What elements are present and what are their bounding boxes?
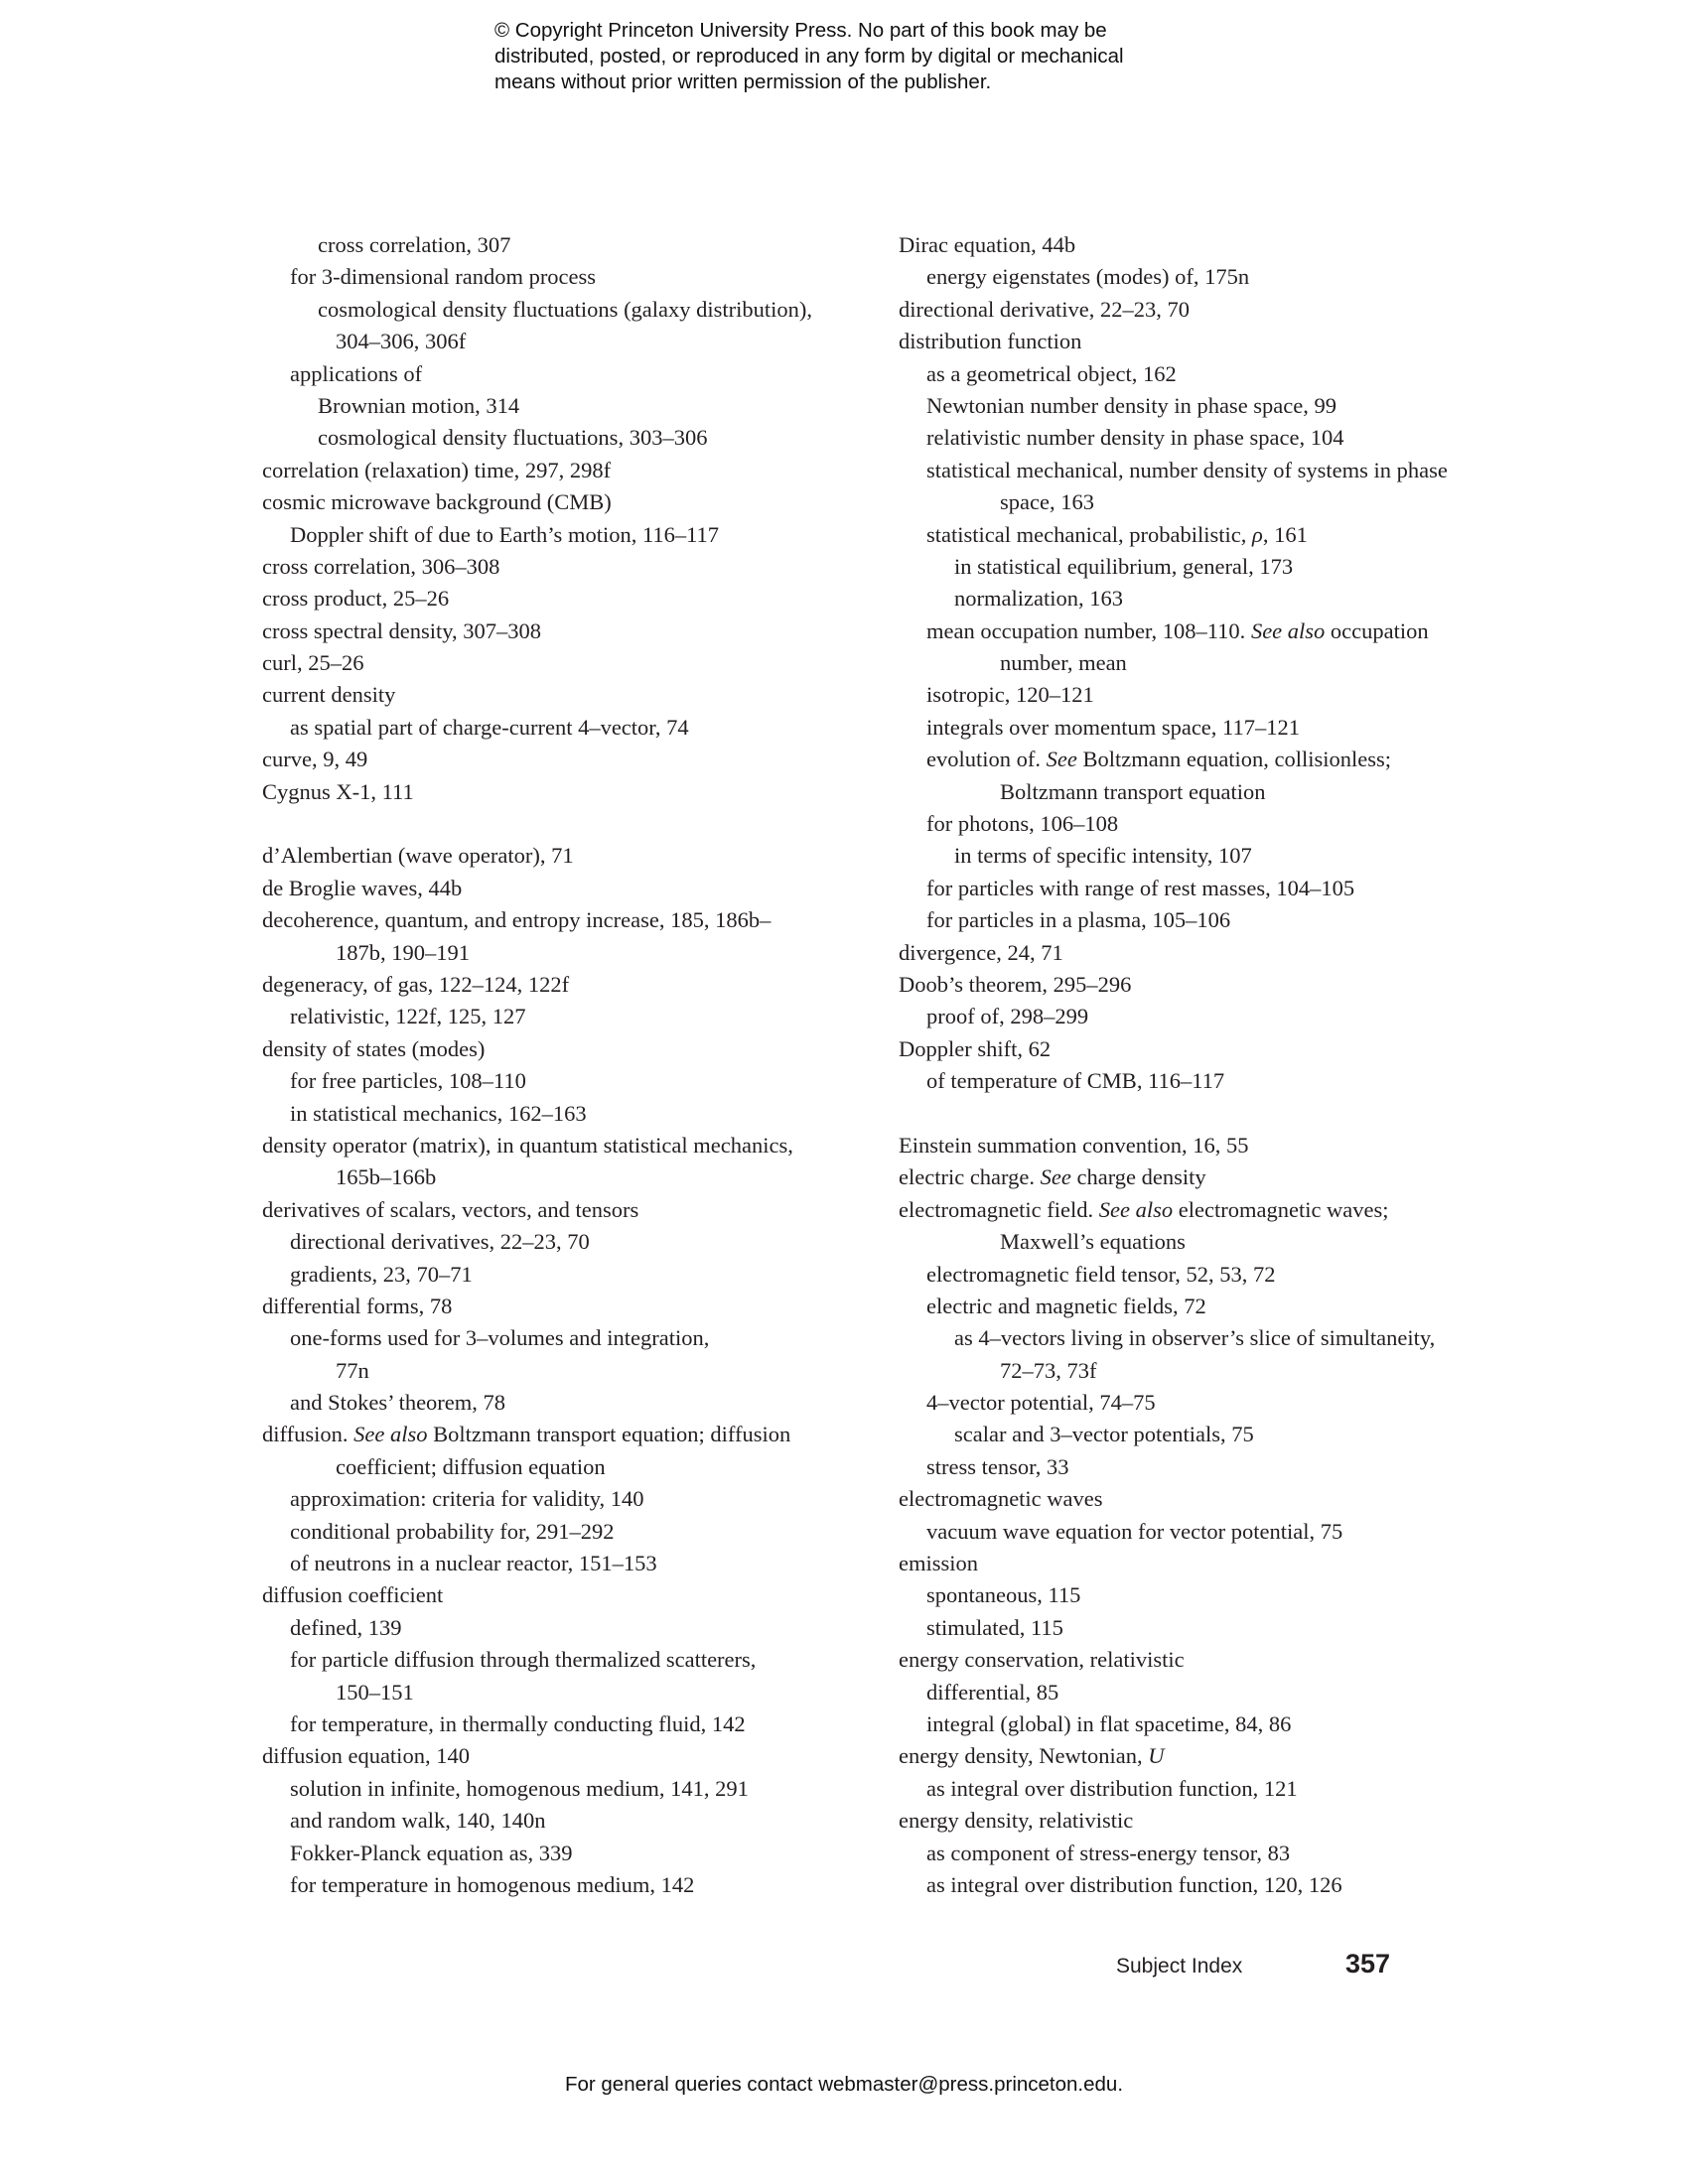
index-subentry	[262, 1001, 878, 1032]
entry-text: energy density, relativistic	[899, 1808, 1134, 1834]
entry-text: de Broglie waves, 44b	[262, 875, 463, 900]
index-subentry	[899, 1579, 1514, 1611]
entry-text: and Stokes’ theorem, 78	[290, 1390, 506, 1416]
index-entry	[262, 1419, 878, 1450]
index-entry	[262, 873, 878, 904]
entry-text: 4–vector potential, 74–75	[926, 1390, 1156, 1416]
index-entry	[262, 744, 878, 775]
entry-text: as component of stress-energy tensor, 83	[926, 1840, 1291, 1865]
entry-text: cosmological density fluctuations (galaxy distribution),	[318, 296, 813, 322]
entry-text: Boltzmann transport equation	[1000, 778, 1266, 804]
entry-text: scalar and 3–vector potentials, 75	[954, 1422, 1254, 1447]
entry-text: in statistical mechanics, 162–163	[290, 1100, 587, 1126]
index-subentry	[262, 1838, 878, 1869]
index-subentry	[262, 1869, 878, 1901]
index-entry	[899, 1130, 1514, 1161]
entry-text: Brownian motion, 314	[318, 392, 520, 418]
index-subentry	[899, 1419, 1514, 1450]
entry-text: as a geometrical object, 162	[926, 360, 1177, 386]
letter-group-gap	[262, 808, 878, 840]
index-subentry	[899, 1869, 1514, 1901]
index-subentry	[899, 1291, 1514, 1322]
index-entry	[899, 969, 1514, 1001]
index-entry	[262, 1194, 878, 1226]
entry-italic: See	[1040, 1164, 1071, 1190]
index-subentry	[899, 744, 1514, 775]
index-subentry	[899, 551, 1514, 583]
entry-text: proof of, 298–299	[926, 1004, 1089, 1029]
entry-text-rest: , 161	[1262, 521, 1308, 547]
entry-text: gradients, 23, 70–71	[290, 1261, 473, 1287]
page-number: 357	[1345, 1949, 1391, 1979]
entry-text: for temperature, in thermally conducting fluid, 142	[290, 1710, 746, 1736]
entry-text: cross product, 25–26	[262, 586, 450, 612]
entry-text: and random walk, 140, 140n	[290, 1808, 546, 1834]
entry-text: space, 163	[1000, 489, 1094, 515]
entry-text: as integral over distribution function, 121	[926, 1775, 1298, 1801]
entry-text: diffusion equation, 140	[262, 1743, 470, 1769]
entry-text-rest: charge density	[1070, 1164, 1206, 1190]
index-subentry	[262, 390, 878, 422]
entry-text: integral (global) in flat spacetime, 84, 86	[926, 1710, 1292, 1736]
index-entry	[899, 1033, 1514, 1065]
index-entry	[262, 1740, 878, 1772]
entry-text: density of states (modes)	[262, 1035, 486, 1061]
entry-text: relativistic number density in phase space, 104	[926, 425, 1344, 451]
index-entry	[899, 1740, 1514, 1772]
entry-italic: U	[1148, 1743, 1165, 1769]
entry-text: vacuum wave equation for vector potential, 75	[926, 1518, 1343, 1544]
index-entry	[262, 1130, 878, 1161]
entry-text: stress tensor, 33	[926, 1453, 1069, 1479]
index-subentry	[262, 326, 878, 357]
entry-text: normalization, 163	[954, 586, 1123, 612]
entry-text: differential forms, 78	[262, 1293, 453, 1318]
index-entry	[899, 326, 1514, 357]
index-subentry	[262, 1773, 878, 1805]
index-subentry	[262, 294, 878, 326]
index-subentry	[899, 1516, 1514, 1548]
index-subentry	[899, 1838, 1514, 1869]
index-subentry	[899, 583, 1514, 614]
entry-text: solution in infinite, homogenous medium, 141, 291	[290, 1775, 749, 1801]
index-subentry	[262, 1322, 878, 1354]
index-subentry	[262, 1708, 878, 1740]
entry-text: integrals over momentum space, 117–121	[926, 714, 1300, 740]
entry-text: Doob’s theorem, 295–296	[899, 971, 1132, 997]
index-subentry	[899, 1322, 1514, 1354]
index-subentry	[262, 1612, 878, 1644]
entry-text: degeneracy, of gas, 122–124, 122f	[262, 971, 570, 997]
entry-text: curl, 25–26	[262, 650, 364, 676]
entry-text: mean occupation number, 108–110.	[926, 617, 1251, 643]
index-subentry	[899, 1065, 1514, 1097]
index-entry	[262, 583, 878, 614]
entry-text: Cygnus X-1, 111	[262, 778, 414, 804]
index-subentry	[899, 615, 1514, 647]
entry-text: isotropic, 120–121	[926, 682, 1094, 708]
index-subentry	[899, 390, 1514, 422]
entry-text: 304–306, 306f	[336, 329, 467, 354]
entry-text: 72–73, 73f	[1000, 1357, 1097, 1383]
index-subentry	[262, 1226, 878, 1258]
entry-text: cross correlation, 306–308	[262, 553, 500, 579]
entry-italic: See also	[353, 1422, 428, 1447]
index-entry	[262, 679, 878, 711]
index-subentry	[899, 1226, 1514, 1258]
index-entry	[899, 1805, 1514, 1837]
index-entry	[899, 229, 1514, 261]
contact-notice: For general queries contact webmaster@press.princeton.edu.	[564, 2073, 1124, 2096]
entry-text: directional derivatives, 22–23, 70	[290, 1229, 590, 1255]
entry-text: as 4–vectors living in observer’s slice of simultaneity,	[954, 1325, 1436, 1351]
entry-text: energy eigenstates (modes) of, 175n	[926, 264, 1250, 290]
entry-text: electromagnetic field tensor, 52, 53, 72	[926, 1261, 1276, 1287]
entry-text: as spatial part of charge-current 4–vector, 74	[290, 714, 689, 740]
index-subentry	[899, 1387, 1514, 1419]
entry-text: 187b, 190–191	[336, 939, 470, 965]
entry-text: cross spectral density, 307–308	[262, 617, 541, 643]
copyright-line: © Copyright Princeton University Press. No part of this book may be	[494, 19, 1107, 42]
index-subentry	[899, 486, 1514, 518]
entry-text: diffusion coefficient	[262, 1582, 444, 1608]
index-entry	[899, 294, 1514, 326]
entry-text: cross correlation, 307	[318, 232, 511, 257]
index-entry	[262, 551, 878, 583]
entry-text: conditional probability for, 291–292	[290, 1518, 615, 1544]
entry-text: cosmological density fluctuations, 303–306	[318, 425, 708, 451]
index-entry	[262, 969, 878, 1001]
index-subentry	[899, 873, 1514, 904]
index-entry	[899, 1548, 1514, 1579]
entry-text: emission	[899, 1551, 979, 1576]
index-subentry	[262, 1098, 878, 1130]
index-entry	[262, 840, 878, 872]
entry-text: for temperature in homogenous medium, 142	[290, 1871, 695, 1897]
entry-text: energy conservation, relativistic	[899, 1647, 1185, 1673]
entry-text: applications of	[290, 360, 423, 386]
running-footer-section: Subject Index	[1116, 1955, 1243, 1978]
entry-text: Doppler shift, 62	[899, 1035, 1052, 1061]
index-subentry	[899, 712, 1514, 744]
copyright-line: distributed, posted, or reproduced in any form by digital or mechanical	[494, 45, 1124, 68]
index-entry	[899, 1483, 1514, 1515]
entry-text: of temperature of CMB, 116–117	[926, 1068, 1225, 1094]
entry-text: cosmic microwave background (CMB)	[262, 489, 612, 515]
entry-text: electromagnetic field.	[899, 1196, 1099, 1222]
entry-text: stimulated, 115	[926, 1614, 1063, 1640]
index-subentry	[899, 1259, 1514, 1291]
index-subentry	[262, 712, 878, 744]
entry-text: electric charge.	[899, 1164, 1041, 1190]
entry-text: correlation (relaxation) time, 297, 298f	[262, 457, 612, 482]
index-entry	[899, 937, 1514, 969]
entry-text: for free particles, 108–110	[290, 1068, 526, 1094]
index-subentry	[899, 1001, 1514, 1032]
entry-text: one-forms used for 3–volumes and integration,	[290, 1325, 710, 1351]
entry-text: electric and magnetic fields, 72	[926, 1293, 1206, 1318]
entry-italic: See also	[1250, 617, 1326, 643]
index-subentry	[262, 1065, 878, 1097]
entry-text: energy density, Newtonian,	[899, 1743, 1149, 1769]
index-entry	[262, 615, 878, 647]
index-subentry	[899, 1451, 1514, 1483]
copyright-notice	[494, 18, 1249, 95]
entry-text: Maxwell’s equations	[1000, 1229, 1186, 1255]
index-subentry	[262, 422, 878, 454]
entry-text: statistical mechanical, number density of systems in phase	[926, 457, 1448, 482]
index-subentry	[899, 1612, 1514, 1644]
index-subentry	[262, 1355, 878, 1387]
entry-text: derivatives of scalars, vectors, and tensors	[262, 1196, 639, 1222]
index-subentry	[262, 358, 878, 390]
entry-italic: See also	[1098, 1196, 1174, 1222]
entry-text-rest: Boltzmann transport equation; diffusion	[427, 1422, 791, 1447]
index-subentry	[899, 647, 1514, 679]
index-subentry	[899, 679, 1514, 711]
index-entry	[899, 1194, 1514, 1226]
index-subentry	[899, 840, 1514, 872]
entry-text-rest: electromagnetic waves;	[1173, 1196, 1389, 1222]
index-subentry	[262, 1805, 878, 1837]
entry-text: differential, 85	[926, 1679, 1059, 1705]
entry-text: relativistic, 122f, 125, 127	[290, 1004, 526, 1029]
entry-text: current density	[262, 682, 396, 708]
index-subentry	[262, 261, 878, 293]
entry-text: 150–151	[336, 1679, 414, 1705]
index-subentry	[262, 937, 878, 969]
entry-text: directional derivative, 22–23, 70	[899, 296, 1191, 322]
entry-italic: ρ	[1252, 521, 1263, 547]
index-column-left	[262, 229, 878, 1901]
index-subentry	[899, 1708, 1514, 1740]
index-subentry	[899, 1677, 1514, 1708]
copyright-line: means without prior written permission of the publisher.	[494, 70, 992, 93]
index-subentry	[899, 904, 1514, 936]
index-subentry	[262, 1161, 878, 1193]
index-subentry	[262, 1548, 878, 1579]
entry-text: decoherence, quantum, and entropy increase, 185, 186b–	[262, 907, 772, 933]
index-subentry	[899, 1773, 1514, 1805]
entry-text: 77n	[336, 1357, 369, 1383]
entry-text: distribution function	[899, 329, 1082, 354]
entry-text: in statistical equilibrium, general, 173	[954, 553, 1294, 579]
index-entry	[262, 1579, 878, 1611]
index-entry	[262, 486, 878, 518]
index-subentry	[262, 1451, 878, 1483]
entry-text: density operator (matrix), in quantum statistical mechanics,	[262, 1132, 793, 1158]
index-subentry	[262, 229, 878, 261]
entry-italic: See	[1046, 747, 1077, 772]
entry-text: defined, 139	[290, 1614, 402, 1640]
entry-text: of neutrons in a nuclear reactor, 151–153	[290, 1551, 657, 1576]
entry-text: approximation: criteria for validity, 140	[290, 1486, 644, 1512]
index-entry	[262, 904, 878, 936]
index-subentry	[899, 261, 1514, 293]
entry-text: Dirac equation, 44b	[899, 232, 1076, 257]
index-entry	[262, 1291, 878, 1322]
entry-text-rest: Boltzmann equation, collisionless;	[1076, 747, 1392, 772]
index-subentry	[262, 1677, 878, 1708]
entry-text: in terms of specific intensity, 107	[954, 843, 1252, 869]
index-subentry	[262, 519, 878, 551]
entry-text: as integral over distribution function, 120, 126	[926, 1871, 1342, 1897]
index-entry	[899, 1161, 1514, 1193]
index-entry	[262, 776, 878, 808]
entry-text: d’Alembertian (wave operator), 71	[262, 843, 574, 869]
entry-text: for 3-dimensional random process	[290, 264, 597, 290]
index-entry	[899, 1644, 1514, 1676]
entry-text: divergence, 24, 71	[899, 939, 1063, 965]
entry-text: Newtonian number density in phase space, 99	[926, 392, 1337, 418]
entry-text: coefficient; diffusion equation	[336, 1453, 606, 1479]
entry-text: for particle diffusion through thermalized scatterers,	[290, 1647, 757, 1673]
index-subentry	[262, 1387, 878, 1419]
entry-text: Einstein summation convention, 16, 55	[899, 1132, 1249, 1158]
entry-text: statistical mechanical, probabilistic,	[926, 521, 1253, 547]
index-entry	[262, 455, 878, 486]
entry-text: number, mean	[1000, 650, 1127, 676]
index-subentry	[899, 422, 1514, 454]
entry-text: curve, 9, 49	[262, 747, 368, 772]
entry-text: Fokker-Planck equation as, 339	[290, 1840, 573, 1865]
index-entry	[262, 1033, 878, 1065]
entry-text: for particles in a plasma, 105–106	[926, 907, 1231, 933]
index-subentry	[899, 1355, 1514, 1387]
index-subentry	[262, 1644, 878, 1676]
entry-text: for particles with range of rest masses, 104–105	[926, 875, 1355, 900]
index-subentry	[899, 358, 1514, 390]
entry-text: evolution of.	[926, 747, 1047, 772]
entry-text: Doppler shift of due to Earth’s motion, 116–117	[290, 521, 720, 547]
index-column-right	[899, 229, 1514, 1901]
entry-text: spontaneous, 115	[926, 1582, 1081, 1608]
index-subentry	[899, 519, 1514, 551]
entry-text: diffusion.	[262, 1422, 354, 1447]
index-subentry	[899, 808, 1514, 840]
entry-text: for photons, 106–108	[926, 811, 1119, 837]
index-entry	[262, 647, 878, 679]
index-subentry	[899, 455, 1514, 486]
entry-text: 165b–166b	[336, 1164, 437, 1190]
index-subentry	[262, 1259, 878, 1291]
index-subentry	[262, 1483, 878, 1515]
letter-group-gap	[899, 1098, 1514, 1130]
entry-text-rest: occupation	[1325, 617, 1429, 643]
entry-text: electromagnetic waves	[899, 1486, 1103, 1512]
index-subentry	[899, 776, 1514, 808]
index-subentry	[262, 1516, 878, 1548]
